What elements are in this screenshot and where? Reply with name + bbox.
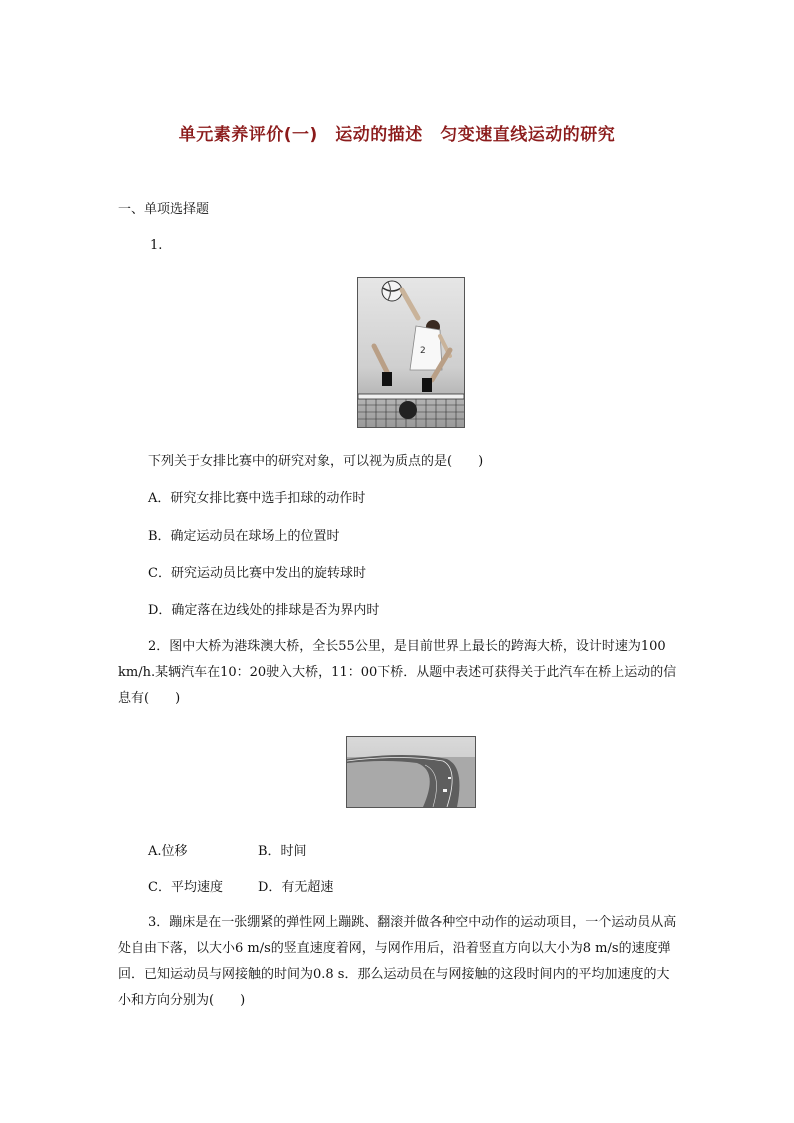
- question-2-options-row-1: [148, 842, 708, 862]
- question-1-option-d: D．确定落在边线处的排球是否为界内时: [148, 603, 380, 618]
- question-1-option-b: B．确定运动员在球场上的位置时: [148, 529, 340, 544]
- page-title: 单元素养评价(一) 运动的描述 匀变速直线运动的研究: [178, 125, 616, 145]
- volleyball-photo: [357, 277, 465, 428]
- section-heading: 一、单项选择题: [118, 202, 210, 217]
- question-1-option-c: C．研究运动员比赛中发出的旋转球时: [148, 566, 366, 581]
- question-1-option-a: A．研究女排比赛中选手扣球的动作时: [148, 491, 366, 506]
- question-3-stem: 3．蹦床是在一张绷紧的弹性网上蹦跳、翻滚并做各种空中动作的运动项目，一个运动员从高处自由下落，以大小6 m/s的竖直速度着网，与网作用后，沿着竖直方向以大小为8 m/s的速度弹回．已知运动员与网接触的时间为0.8 s．那么运动员在与网接触的这段时间内的平均加速度的大小和方向分别为( ): [118, 915, 677, 1008]
- question-2-options-row-2: [148, 878, 708, 898]
- question-1-number: 1.: [150, 238, 163, 253]
- question-2-option-d: D．有无超速: [258, 880, 334, 895]
- svg-text:2: 2: [420, 346, 426, 356]
- question-2-option-a: A.位移: [148, 844, 188, 859]
- question-2-option-b: B．时间: [258, 844, 307, 859]
- question-1-stem: 下列关于女排比赛中的研究对象，可以视为质点的是( ): [148, 454, 484, 469]
- bridge-photo: [346, 736, 476, 808]
- question-2-option-c: C．平均速度: [148, 880, 223, 895]
- question-2-stem: 2．图中大桥为港珠澳大桥，全长55公里，是目前世界上最长的跨海大桥，设计时速为100 km/h.某辆汽车在10：20驶入大桥，11：00下桥．从题中表述可获得关于此汽车在桥上运动的信息有( ): [118, 639, 677, 706]
